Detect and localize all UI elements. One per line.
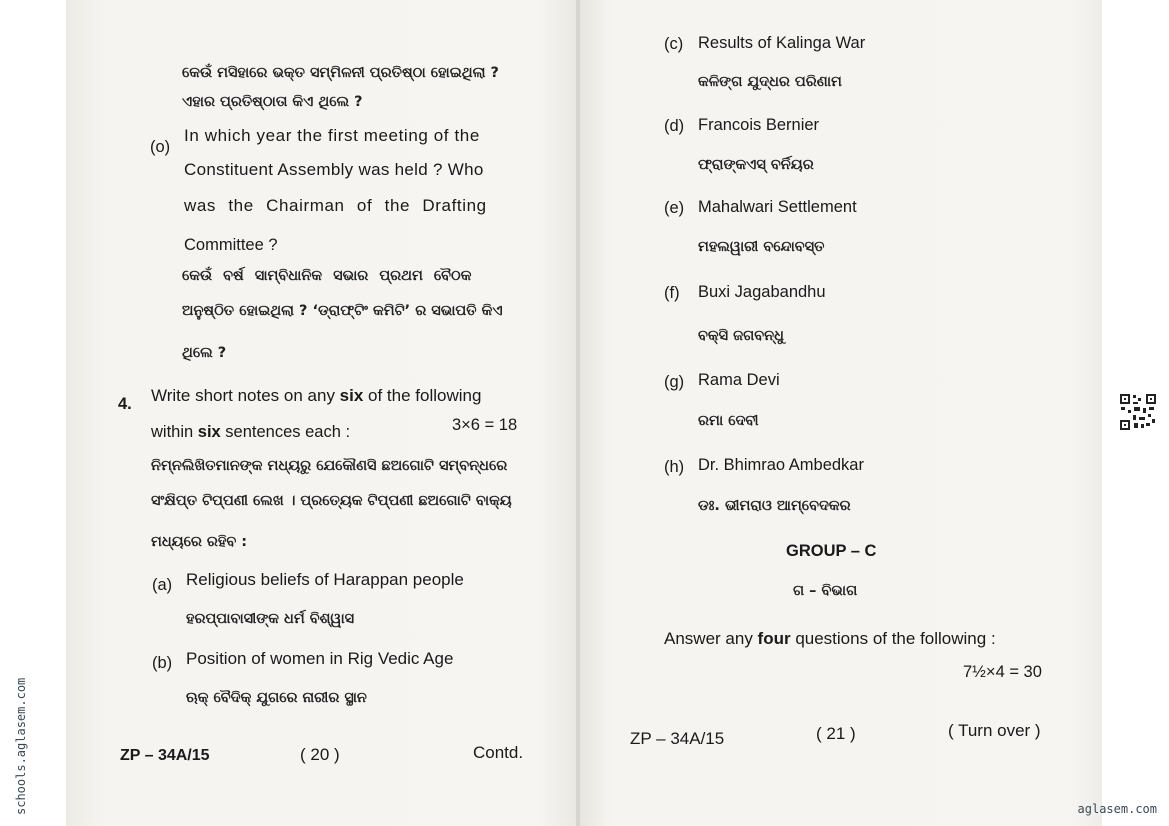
corner-watermark: aglasem.com	[1077, 802, 1157, 816]
q3o-label: (o)	[150, 138, 171, 156]
right-footer-code: ZP – 34A/15	[630, 729, 725, 748]
item-d-text: Francois Bernier	[698, 116, 820, 134]
group-c-marks: 7½×4 = 30	[963, 663, 1042, 681]
item-g-label: (g)	[664, 373, 685, 391]
q3o-line4: Committee ?	[184, 236, 278, 254]
q4-odia-line3: ମଧ୍ୟରେ ରହିବ :	[151, 534, 248, 550]
left-footer-code: ZP – 34A/15	[120, 747, 210, 764]
q4-line1: Write short notes on any six of the following	[151, 386, 482, 405]
item-f-text: Buxi Jagabandhu	[698, 283, 826, 301]
item-d-odia: ଫ୍ରାଙ୍କଏସ୍ ବର୍ନିୟର	[698, 157, 814, 173]
item-e-odia: ମହଲୱାରୀ ବନ୍ଦୋବସ୍ତ	[698, 239, 825, 255]
q4-line2: within six sentences each :	[151, 423, 351, 441]
item-c-odia: କଳିଙ୍ଗ ଯୁଦ୍ଧର ପରିଣାମ	[698, 74, 842, 90]
q3n-odia-line2: ଏହାର ପ୍ରତିଷ୍ଠାତା କିଏ ଥିଲେ ?	[182, 94, 363, 110]
side-watermark: schools.aglasem.com	[14, 677, 28, 815]
item-e-label: (e)	[664, 199, 685, 217]
item-e-text: Mahalwari Settlement	[698, 198, 857, 216]
item-h-odia: ଡଃ. ଭୀମରାଓ ଆମ୍ବେଦକର	[698, 498, 851, 514]
q3o-odia-line3: ଥିଲେ ?	[182, 345, 227, 361]
q4a-odia: ହରପ୍ପାବାସୀଙ୍କ ଧର୍ମ ବିଶ୍ୱାସ	[186, 611, 355, 627]
right-page	[580, 0, 1102, 826]
item-c-text: Results of Kalinga War	[698, 34, 866, 52]
q3n-odia-line1: କେଉଁ ମସିହାରେ ଭକ୍ତ ସମ୍ମିଳନୀ ପ୍ରତିଷ୍ଠା ହୋଇଥିଲା ?	[182, 65, 499, 81]
item-h-label: (h)	[664, 458, 685, 476]
left-footer-contd: Contd.	[473, 743, 524, 762]
q3o-line2: Constituent Assembly was held ? Who	[184, 160, 484, 179]
q4-number: 4.	[118, 395, 132, 413]
item-f-odia: ବକ୍ସି ଜଗବନ୍ଧୁ	[698, 328, 784, 344]
left-footer-page-number: ( 20 )	[300, 745, 340, 764]
right-footer-page-number: ( 21 )	[816, 724, 856, 743]
q4b-label: (b)	[152, 654, 173, 672]
q4a-label: (a)	[152, 576, 173, 594]
q4-odia-line1: ନିମ୍ନଲିଖିତମାନଙ୍କ ମଧ୍ୟରୁ ଯେକୌଣସି ଛଅଗୋଟି ସମ୍ବନ୍ଧରେ	[151, 458, 508, 474]
group-c-instruction: Answer any four questions of the following :	[664, 629, 996, 648]
q4b-odia: ଋକ୍ ବୈଦିକ୍ ଯୁଗରେ ନାରୀର ସ୍ଥାନ	[186, 690, 367, 706]
item-g-odia: ରମା ଦେବୀ	[698, 413, 759, 429]
item-d-label: (d)	[664, 117, 685, 135]
q4b-text: Position of women in Rig Vedic Age	[186, 649, 454, 668]
q4-marks: 3×6 = 18	[452, 416, 518, 434]
q3o-line3: was the Chairman of the Drafting	[184, 196, 487, 215]
q4a-text: Religious beliefs of Harappan people	[186, 570, 464, 589]
q3o-odia-line1: କେଉଁ ବର୍ଷ ସାମ୍ବିଧାନିକ ସଭାର ପ୍ରଥମ ବୈଠକ	[182, 268, 472, 284]
q4-odia-line2: ସଂକ୍ଷିପ୍ତ ଟିପ୍ପଣୀ ଲେଖ । ପ୍ରତ୍ୟେକ ଟିପ୍ପଣୀ ଛଅଗୋଟି ବାକ୍ୟ	[151, 493, 512, 509]
item-c-label: (c)	[664, 35, 684, 53]
group-c-odia: ଗ – ବିଭାଗ	[793, 583, 858, 599]
q3o-odia-line2: ଅନୁଷ୍ଠିତ ହୋଇଥିଲା ? ‘ଡ୍ରାଫ୍ଟିଂ କମିଟି’ ର ସଭାପତି କିଏ	[182, 303, 503, 319]
item-h-text: Dr. Bhimrao Ambedkar	[698, 456, 864, 474]
qr-code-icon	[1119, 393, 1157, 431]
right-footer-turn-over: ( Turn over )	[948, 721, 1041, 740]
q3o-line1: In which year the first meeting of the	[184, 126, 480, 145]
item-g-text: Rama Devi	[698, 371, 780, 389]
item-f-label: (f)	[664, 284, 680, 302]
group-c-title: GROUP – C	[786, 542, 877, 560]
